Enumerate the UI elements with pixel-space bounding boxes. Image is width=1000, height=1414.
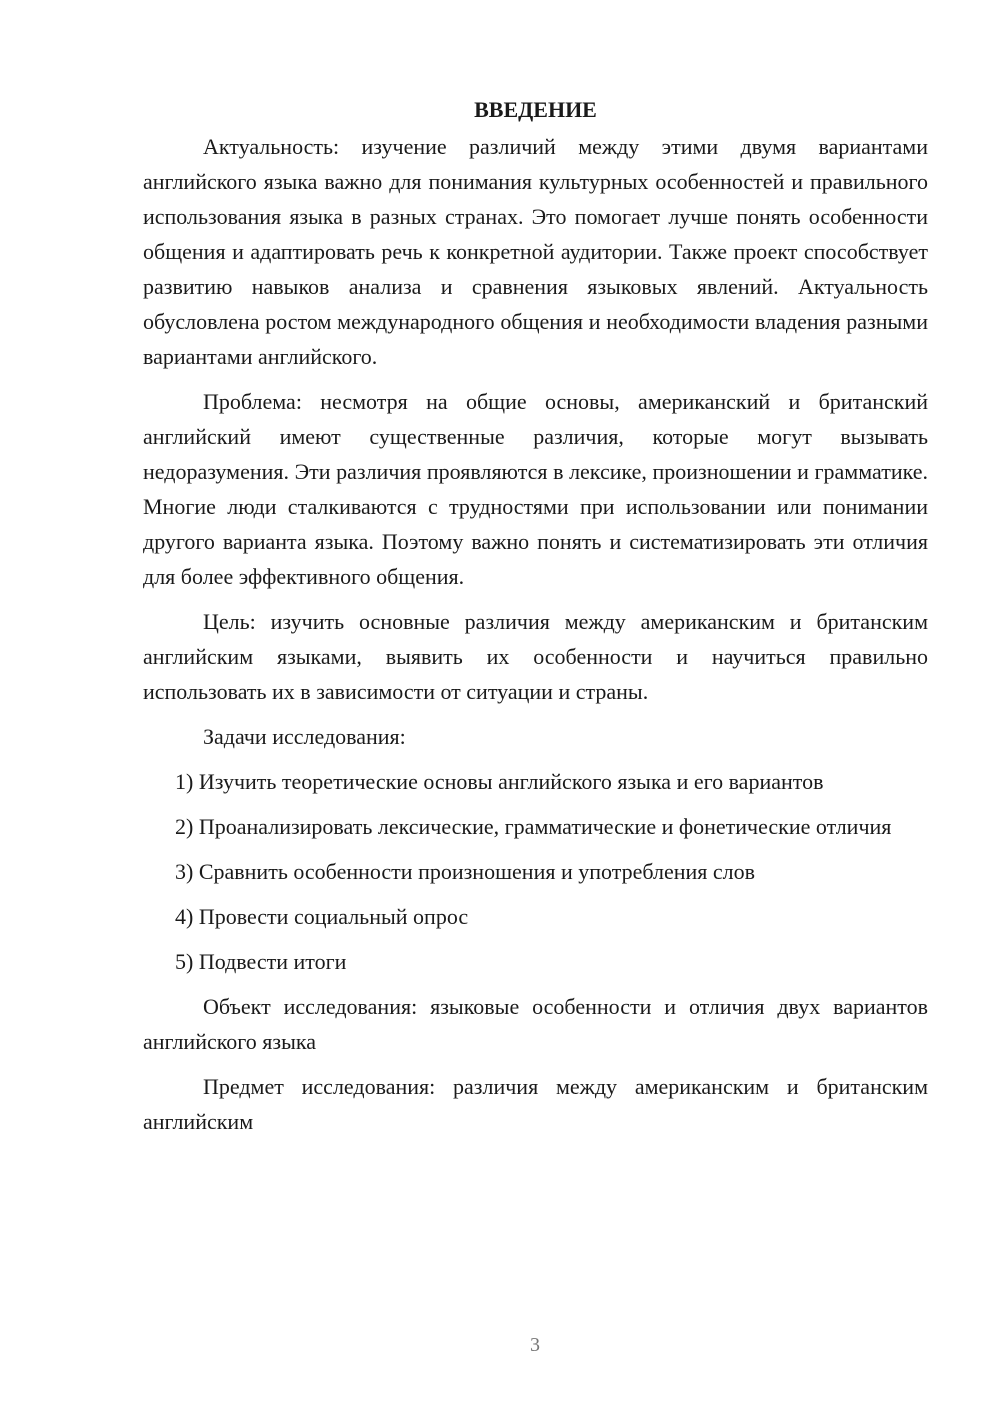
list-item: 3) Сравнить особенности произношения и употребления слов (175, 859, 756, 884)
task-list (143, 764, 928, 979)
list-item: 2) Проанализировать лексические, грамматические и фонетические отличия (175, 814, 892, 839)
paragraph-problem: Проблема: несмотря на общие основы, американский и британский английский имеют существенные различия, которые могут вызывать недоразумения. Эти различия проявляются в лексике, произношении и грамматике. Многие люди сталкиваются с трудностями при использовании или понимании другого варианта языка. Поэтому важно понять и систематизировать эти отличия для более эффективного общения. (143, 389, 928, 589)
paragraph-relevance: Актуальность: изучение различий между этими двумя вариантами английского языка важно для понимания культурных особенностей и правильного использования языка в разных странах. Это помогает лучше понять особенности общения и адаптировать речь к конкретной аудитории. Также проект способствует развитию навыков анализа и сравнения языковых явлений. Актуальность обусловлена ростом международного общения и необходимости владения разными вариантами английского. (143, 134, 928, 369)
tasks-heading: Задачи исследования: (203, 724, 406, 749)
section-title: ВВЕДЕНИЕ (474, 97, 597, 122)
page-number: 3 (530, 1334, 540, 1356)
paragraph-goal: Цель: изучить основные различия между американским и британским английским языками, выявить их особенности и научиться правильно использовать их в зависимости от ситуации и страны. (143, 609, 928, 704)
paragraph-subject: Предмет исследования: различия между американским и британским английским (143, 1074, 928, 1134)
list-item: 4) Провести социальный опрос (175, 904, 469, 929)
list-item: 1) Изучить теоретические основы английского языка и его вариантов (175, 769, 824, 794)
paragraph-object: Объект исследования: языковые особенности и отличия двух вариантов английского языка (143, 994, 928, 1054)
list-item: 5) Подвести итоги (175, 949, 347, 974)
document-page (143, 92, 928, 1139)
